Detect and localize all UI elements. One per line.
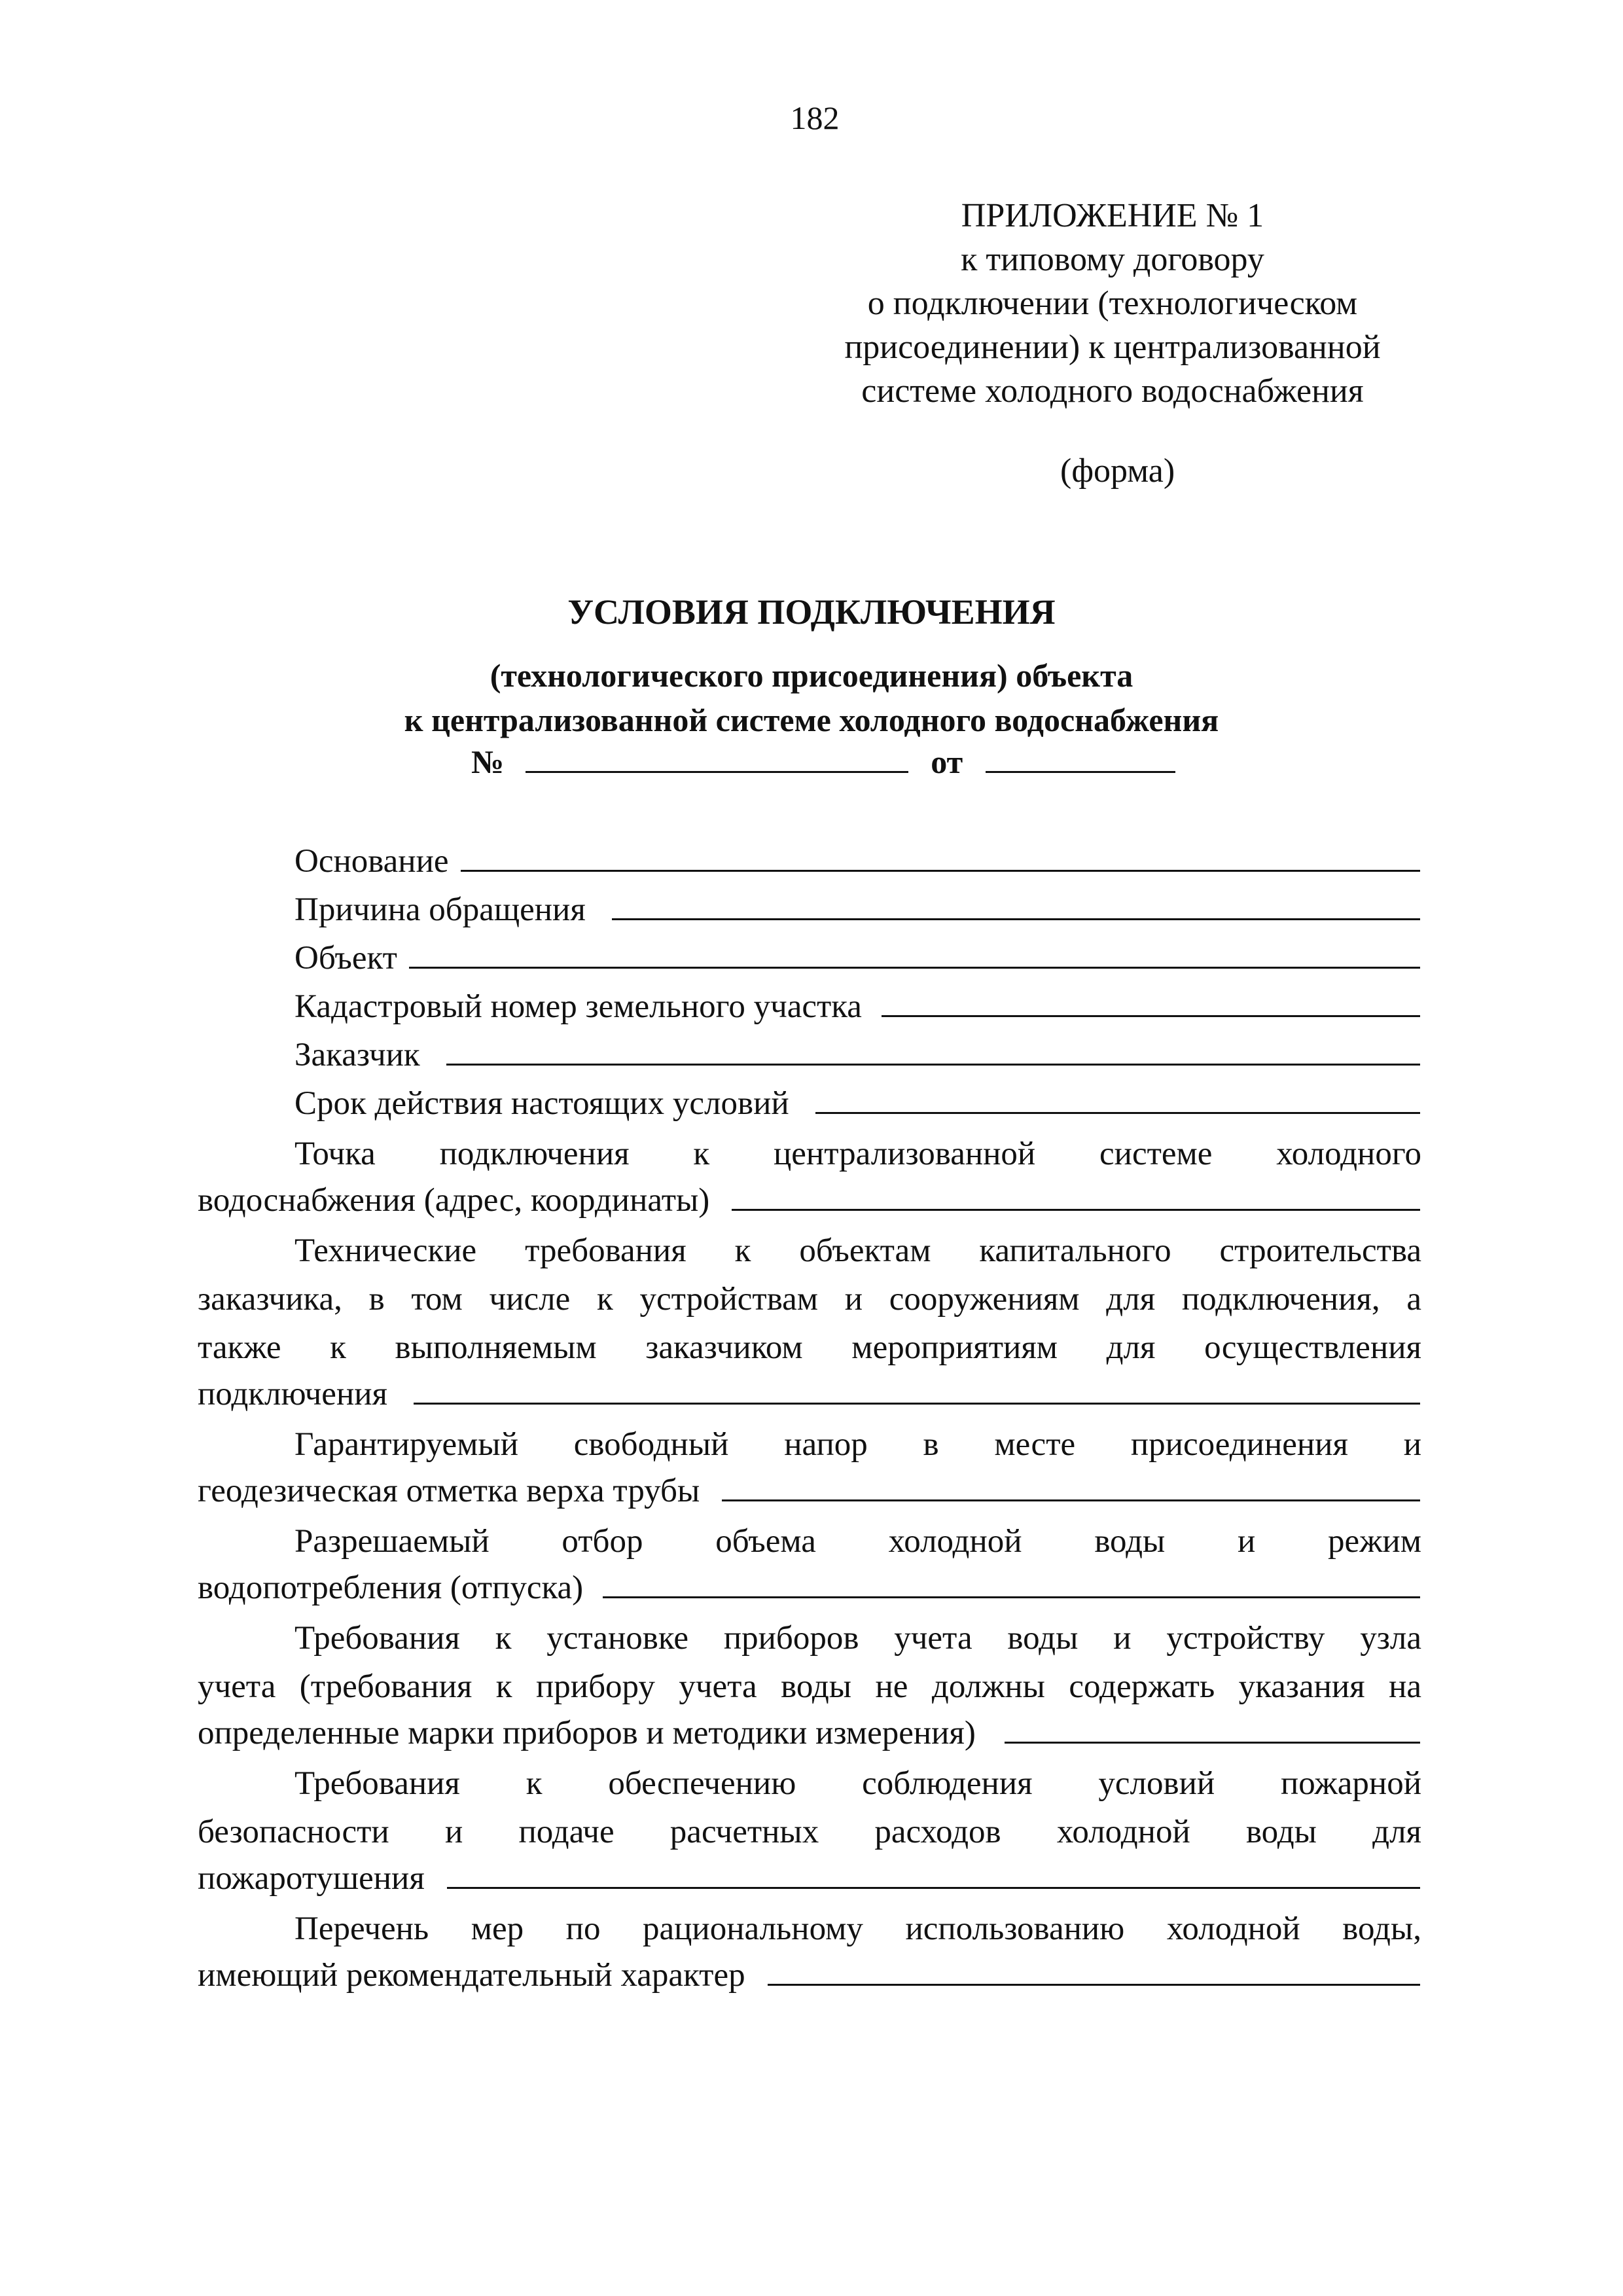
number-blank[interactable]	[526, 738, 908, 773]
field-label: Объект	[294, 940, 397, 977]
field-label: Основание	[294, 843, 449, 880]
number-label: №	[471, 744, 505, 780]
field-reason	[294, 888, 1420, 932]
field-blank[interactable]	[612, 888, 1420, 920]
paragraph-line: Требования к установке приборов учета воды и устройству узла	[294, 1620, 1421, 1657]
field-blank[interactable]	[409, 937, 1420, 969]
paragraph-line: также к выполняемым заказчиком мероприятиям для осуществления	[198, 1329, 1421, 1366]
document-title: УСЛОВИЯ ПОДКЛЮЧЕНИЯ	[567, 592, 1056, 632]
field-label: пожаротушения	[198, 1860, 425, 1897]
field-label: водоснабжения (адрес, координаты)	[198, 1182, 710, 1219]
field-label: Заказчик	[294, 1037, 420, 1073]
field-validity	[294, 1081, 1420, 1126]
field-label: Срок действия настоящих условий	[294, 1085, 789, 1122]
form-label: (форма)	[1060, 452, 1175, 490]
document-subtitle: (технологического присоединения) объекта	[490, 657, 1133, 694]
appendix-heading: ПРИЛОЖЕНИЕ № 1	[961, 197, 1264, 234]
field-blank[interactable]	[447, 1857, 1420, 1889]
appendix-line: системе холодного водоснабжения	[861, 372, 1364, 410]
field-fire-safety	[198, 1856, 1420, 1901]
field-blank[interactable]	[603, 1566, 1420, 1598]
field-basis	[294, 839, 1420, 884]
page-number: 182	[790, 99, 840, 136]
field-label: Причина обращения	[294, 891, 586, 928]
field-cadastral	[294, 984, 1420, 1029]
field-technical-requirements	[198, 1372, 1420, 1416]
paragraph-line: Разрешаемый отбор объема холодной воды и режим	[294, 1523, 1421, 1560]
field-blank[interactable]	[768, 1954, 1420, 1986]
field-object	[294, 936, 1420, 980]
paragraph-line: заказчика, в том числе к устройствам и сооружениям для подключения, а	[198, 1281, 1421, 1318]
field-blank[interactable]	[414, 1372, 1420, 1405]
paragraph-line: Технические требования к объектам капитального строительства	[294, 1232, 1421, 1269]
appendix-line: к типовому договору	[961, 241, 1264, 278]
paragraph-line: безопасности и подаче расчетных расходов холодной воды для	[198, 1814, 1421, 1850]
paragraph-line: Требования к обеспечению соблюдения условий пожарной	[294, 1765, 1421, 1802]
appendix-line: присоединении) к централизованной	[844, 329, 1381, 366]
field-blank[interactable]	[446, 1033, 1420, 1066]
number-date-line	[471, 738, 1175, 784]
field-label: подключения	[198, 1376, 387, 1412]
field-blank[interactable]	[815, 1082, 1420, 1114]
field-metering	[198, 1711, 1420, 1755]
field-label: Кадастровый номер земельного участка	[294, 988, 862, 1025]
field-rational-use	[198, 1953, 1420, 1998]
document-subtitle: к централизованной системе холодного водоснабжения	[404, 702, 1219, 738]
field-blank[interactable]	[461, 840, 1420, 872]
field-connection-point	[198, 1178, 1420, 1223]
field-label: имеющий рекомендательный характер	[198, 1957, 745, 1994]
paragraph-line: Перечень мер по рациональному использованию холодной воды,	[294, 1910, 1421, 1947]
field-label: водопотребления (отпуска)	[198, 1570, 584, 1606]
appendix-line: о подключении (технологическом	[867, 285, 1358, 322]
field-blank[interactable]	[882, 985, 1420, 1017]
paragraph-line: учета (требования к прибору учета воды не должны содержать указания на	[198, 1668, 1421, 1705]
field-pressure	[198, 1469, 1420, 1513]
paragraph-line: Гарантируемый свободный напор в месте присоединения и	[294, 1426, 1421, 1463]
field-label: геодезическая отметка верха трубы	[198, 1473, 700, 1509]
field-blank[interactable]	[732, 1179, 1420, 1211]
field-customer	[294, 1033, 1420, 1077]
date-blank[interactable]	[986, 738, 1175, 773]
paragraph-line: Точка подключения к централизованной системе холодного	[294, 1136, 1421, 1172]
date-label: от	[931, 744, 963, 780]
field-blank[interactable]	[722, 1469, 1420, 1501]
field-label: определенные марки приборов и методики измерения)	[198, 1715, 976, 1751]
appendix-block	[772, 194, 1453, 413]
field-blank[interactable]	[1005, 1712, 1420, 1744]
field-water-volume	[198, 1566, 1420, 1610]
